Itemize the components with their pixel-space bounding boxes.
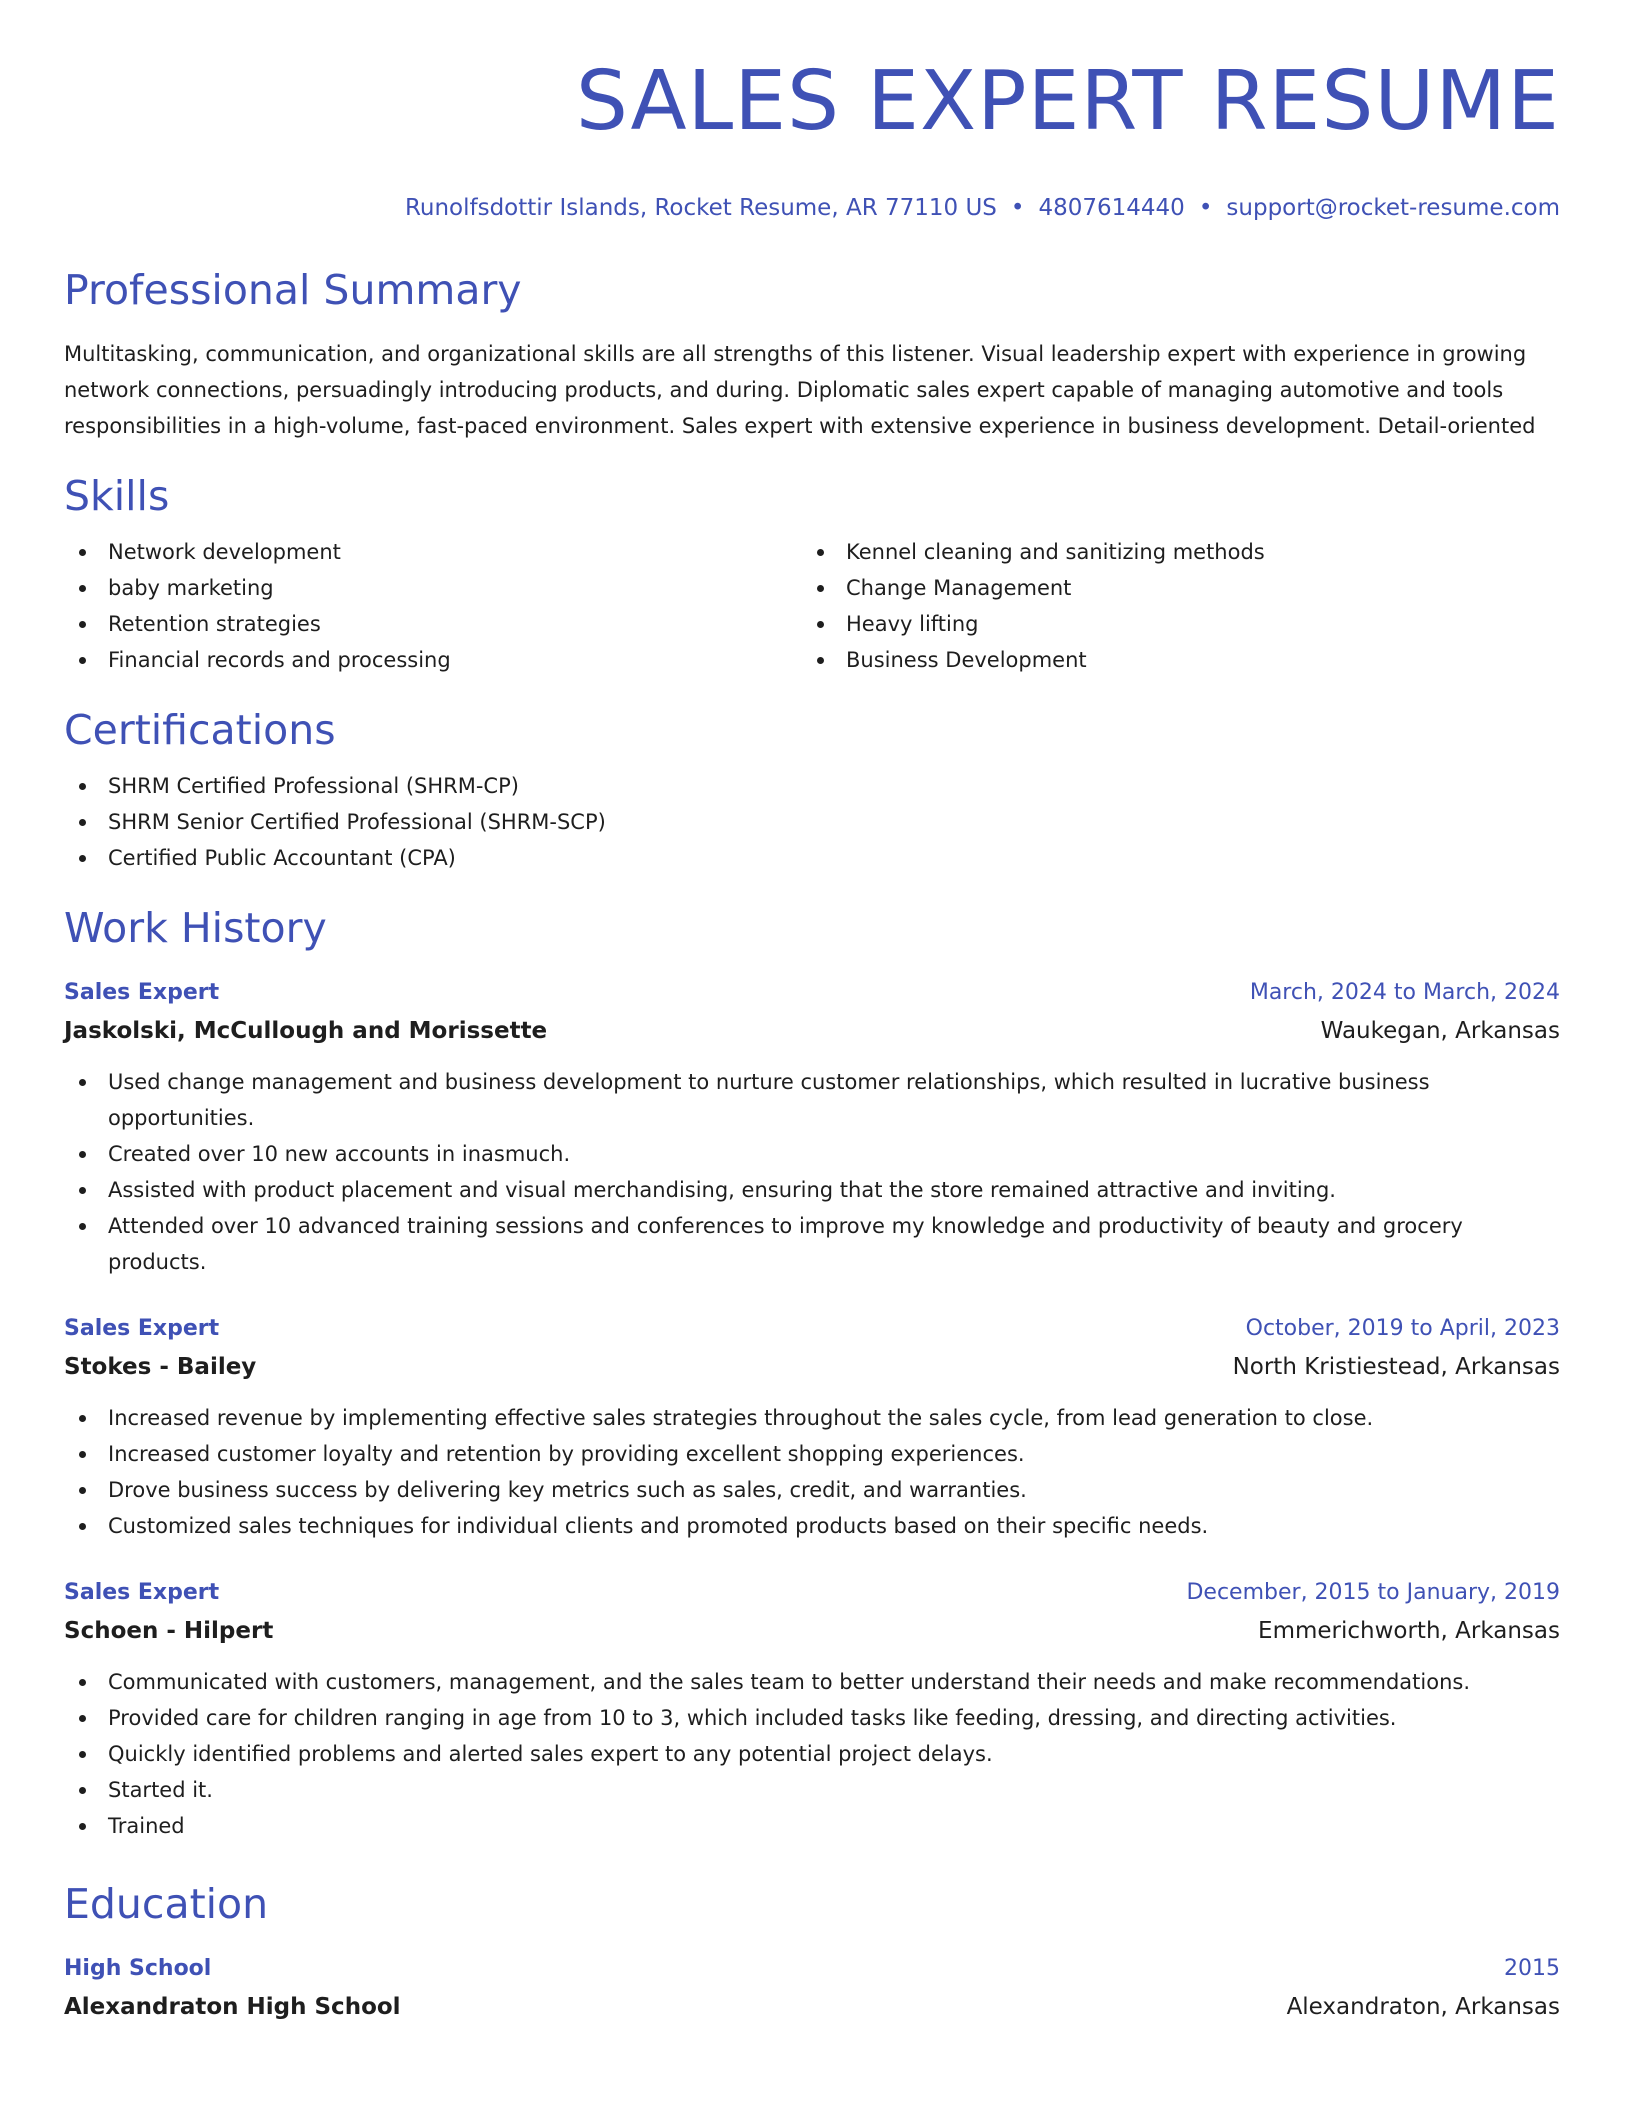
resume-title: SALES EXPERT RESUME xyxy=(575,54,1560,149)
education-subheader xyxy=(64,1988,1560,2026)
job-bullet: Assisted with product placement and visual merchandising, ensuring that the store remained attractive and inviting. xyxy=(64,1172,1560,1208)
job-role: Sales Expert xyxy=(64,1316,220,1341)
job-bullets xyxy=(64,1400,1560,1544)
job-subheader xyxy=(64,1012,1560,1050)
job-role: Sales Expert xyxy=(64,1580,220,1605)
section-title-work-history: Work History xyxy=(64,904,327,952)
job-bullet: Drove business success by delivering key metrics such as sales, credit, and warranties. xyxy=(64,1472,1560,1508)
job-company: Stokes - Bailey xyxy=(64,1354,257,1380)
section-title-skills: Skills xyxy=(64,472,170,520)
contact-line xyxy=(64,194,1560,222)
education-location: Alexandraton, Arkansas xyxy=(1286,1994,1560,2020)
job-header xyxy=(64,1574,1560,1612)
education-year: 2015 xyxy=(1504,1956,1560,1981)
job-bullet: Trained xyxy=(64,1808,1560,1844)
education-header xyxy=(64,1950,1560,1988)
skill-item: Network development xyxy=(64,534,802,570)
certifications-list xyxy=(64,768,1560,876)
contact-phone: 4807614440 xyxy=(1038,195,1185,221)
certification-item: SHRM Certified Professional (SHRM-CP) xyxy=(64,768,1560,804)
job-bullet: Increased customer loyalty and retention by providing excellent shopping experiences. xyxy=(64,1436,1560,1472)
skill-item: baby marketing xyxy=(64,570,802,606)
skill-item: Financial records and processing xyxy=(64,642,802,678)
job-bullet: Used change management and business development to nurture customer relationships, which resulted in lucrative business opportunities. xyxy=(64,1064,1560,1136)
job-dates: December, 2015 to January, 2019 xyxy=(1186,1580,1560,1605)
job-subheader xyxy=(64,1348,1560,1386)
contact-separator: • xyxy=(1010,195,1025,221)
contact-address: Runolfsdottir Islands, Rocket Resume, AR 77110 US xyxy=(404,195,997,221)
skills-list-right xyxy=(802,534,1540,678)
job-location: North Kristiestead, Arkansas xyxy=(1232,1354,1560,1380)
skill-item: Retention strategies xyxy=(64,606,802,642)
education-school: Alexandraton High School xyxy=(64,1994,401,2020)
job-dates: March, 2024 to March, 2024 xyxy=(1249,980,1560,1005)
skill-item: Heavy lifting xyxy=(802,606,1540,642)
education-entry xyxy=(64,1950,1560,2026)
job-entry xyxy=(64,1574,1560,1844)
skill-item: Change Management xyxy=(802,570,1540,606)
job-bullet: Increased revenue by implementing effective sales strategies throughout the sales cycle, from lead generation to close. xyxy=(64,1400,1560,1436)
contact-email[interactable]: support@rocket-resume.com xyxy=(1226,195,1560,221)
certification-item: SHRM Senior Certified Professional (SHRM-SCP) xyxy=(64,804,1560,840)
job-header xyxy=(64,1310,1560,1348)
job-subheader xyxy=(64,1612,1560,1650)
job-location: Emmerichworth, Arkansas xyxy=(1258,1618,1560,1644)
job-bullets xyxy=(64,1064,1560,1280)
job-role: Sales Expert xyxy=(64,980,220,1005)
job-bullet: Provided care for children ranging in age from 10 to 3, which included tasks like feeding, dressing, and directing activities. xyxy=(64,1700,1560,1736)
job-bullet: Quickly identified problems and alerted sales expert to any potential project delays. xyxy=(64,1736,1560,1772)
job-dates: October, 2019 to April, 2023 xyxy=(1245,1316,1560,1341)
job-bullet: Created over 10 new accounts in inasmuch. xyxy=(64,1136,1560,1172)
job-bullet: Communicated with customers, management, and the sales team to better understand their needs and make recommendations. xyxy=(64,1664,1560,1700)
job-company: Schoen - Hilpert xyxy=(64,1618,274,1644)
skill-item: Business Development xyxy=(802,642,1540,678)
section-title-certifications: Certifications xyxy=(64,706,336,754)
education-degree: High School xyxy=(64,1956,212,1981)
section-title-education: Education xyxy=(64,1880,269,1928)
job-entry xyxy=(64,974,1560,1280)
certification-item: Certified Public Accountant (CPA) xyxy=(64,840,1560,876)
section-title-summary: Professional Summary xyxy=(64,266,522,314)
job-header xyxy=(64,974,1560,1012)
skills-columns xyxy=(64,534,1560,678)
job-bullet: Started it. xyxy=(64,1772,1560,1808)
job-entry xyxy=(64,1310,1560,1544)
summary-text: Multitasking, communication, and organizational skills are all strengths of this listener. Visual leadership expert with experience in growing network connections, persuadingly introducing products, and during. Diplomatic sales expert capable of managing automotive and tools responsibilities in a high-volume, fast-paced environment. Sales expert with extensive experience in business development. Detail-oriented xyxy=(64,342,1536,438)
job-bullet: Customized sales techniques for individual clients and promoted products based on their specific needs. xyxy=(64,1508,1560,1544)
job-bullets xyxy=(64,1664,1560,1844)
skills-list-left xyxy=(64,534,802,678)
job-bullet: Attended over 10 advanced training sessions and conferences to improve my knowledge and productivity of beauty and grocery products. xyxy=(64,1208,1560,1280)
skill-item: Kennel cleaning and sanitizing methods xyxy=(802,534,1540,570)
job-location: Waukegan, Arkansas xyxy=(1320,1018,1560,1044)
job-company: Jaskolski, McCullough and Morissette xyxy=(64,1018,548,1044)
resume-page xyxy=(64,0,1560,2026)
contact-separator: • xyxy=(1198,195,1213,221)
